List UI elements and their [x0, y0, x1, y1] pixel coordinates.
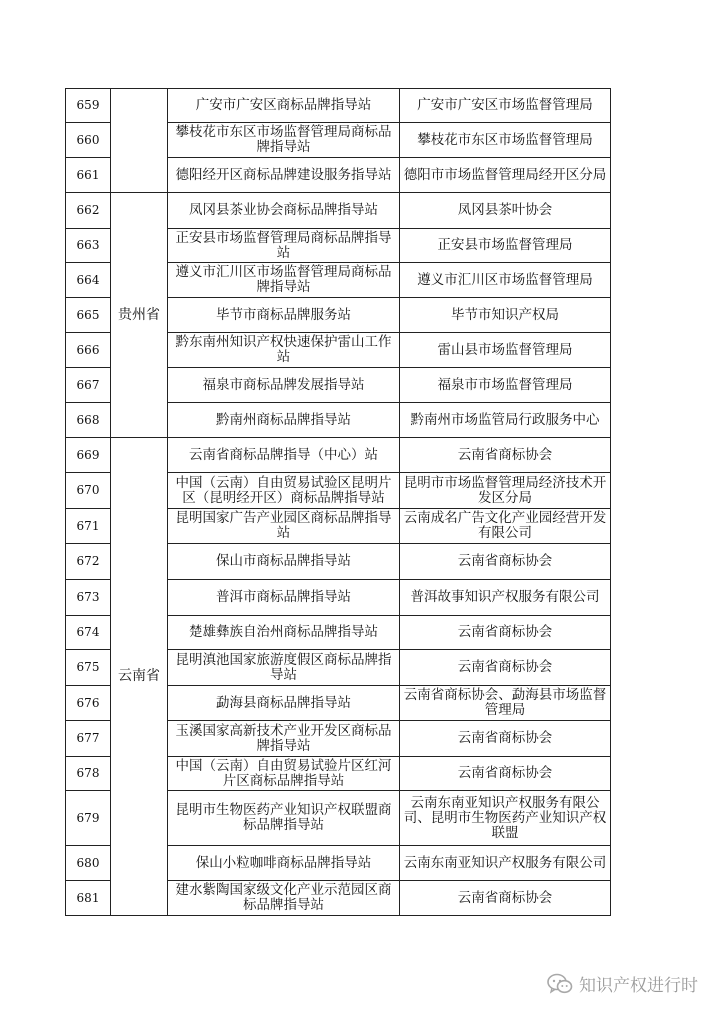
station-name: 中国（云南）自由贸易试验片区红河片区商标品牌指导站: [168, 757, 400, 791]
watermark: [547, 971, 698, 996]
host-organization: 云南成名广告文化产业园经营开发有限公司: [400, 509, 611, 544]
row-number: 679: [66, 791, 111, 846]
host-organization: 云南省商标协会: [400, 438, 611, 473]
host-organization: 云南省商标协会: [400, 721, 611, 757]
station-name: 中国（云南）自由贸易试验区昆明片区（昆明经开区）商标品牌指导站: [168, 473, 400, 509]
row-number: 670: [66, 473, 111, 509]
station-name: 保山小粒咖啡商标品牌指导站: [168, 846, 400, 881]
row-number: 661: [66, 158, 111, 193]
station-name: 建水紫陶国家级文化产业示范园区商标品牌指导站: [168, 881, 400, 916]
station-name: 黔南州商标品牌指导站: [168, 403, 400, 438]
table-body: [66, 89, 611, 916]
host-organization: 云南省商标协会: [400, 757, 611, 791]
station-name: 昆明市生物医药产业知识产权联盟商标品牌指导站: [168, 791, 400, 846]
table-row: [66, 89, 611, 123]
row-number: 666: [66, 333, 111, 368]
station-name: 勐海县商标品牌指导站: [168, 686, 400, 721]
station-name: 云南省商标品牌指导（中心）站: [168, 438, 400, 473]
row-number: 671: [66, 509, 111, 544]
watermark-text: 知识产权进行时: [579, 976, 698, 996]
station-name: 广安市广安区商标品牌指导站: [168, 89, 400, 123]
host-organization: 德阳市市场监督管理局经开区分局: [400, 158, 611, 193]
table-row: [66, 193, 611, 229]
host-organization: 云南省商标协会: [400, 650, 611, 686]
host-organization: 雷山县市场监督管理局: [400, 333, 611, 368]
row-number: 667: [66, 368, 111, 403]
registry-table: [65, 88, 611, 916]
station-name: 遵义市汇川区市场监督管理局商标品牌指导站: [168, 263, 400, 298]
row-number: 662: [66, 193, 111, 229]
station-name: 正安县市场监督管理局商标品牌指导站: [168, 229, 400, 263]
station-name: 黔东南州知识产权快速保护雷山工作站: [168, 333, 400, 368]
station-name: 凤冈县茶业协会商标品牌指导站: [168, 193, 400, 229]
province-cell: [111, 89, 168, 193]
row-number: 668: [66, 403, 111, 438]
station-name: 玉溪国家高新技术产业开发区商标品牌指导站: [168, 721, 400, 757]
host-organization: 云南省商标协会: [400, 544, 611, 580]
row-number: 675: [66, 650, 111, 686]
wechat-icon: [547, 973, 573, 995]
row-number: 660: [66, 123, 111, 158]
row-number: 672: [66, 544, 111, 580]
station-name: 楚雄彝族自治州商标品牌指导站: [168, 616, 400, 650]
row-number: 673: [66, 580, 111, 616]
station-name: 毕节市商标品牌服务站: [168, 298, 400, 333]
station-name: 昆明国家广告产业园区商标品牌指导站: [168, 509, 400, 544]
row-number: 665: [66, 298, 111, 333]
host-organization: 广安市广安区市场监督管理局: [400, 89, 611, 123]
host-organization: 福泉市市场监督管理局: [400, 368, 611, 403]
host-organization: 云南省商标协会: [400, 881, 611, 916]
province-cell: 贵州省: [111, 193, 168, 438]
row-number: 680: [66, 846, 111, 881]
row-number: 677: [66, 721, 111, 757]
row-number: 659: [66, 89, 111, 123]
row-number: 669: [66, 438, 111, 473]
host-organization: 毕节市知识产权局: [400, 298, 611, 333]
row-number: 678: [66, 757, 111, 791]
host-organization: 遵义市汇川区市场监督管理局: [400, 263, 611, 298]
province-cell: 云南省: [111, 438, 168, 916]
row-number: 663: [66, 229, 111, 263]
row-number: 676: [66, 686, 111, 721]
station-name: 福泉市商标品牌发展指导站: [168, 368, 400, 403]
host-organization: 云南东南亚知识产权服务有限公司: [400, 846, 611, 881]
host-organization: 云南省商标协会: [400, 616, 611, 650]
station-name: 普洱市商标品牌指导站: [168, 580, 400, 616]
station-name: 昆明滇池国家旅游度假区商标品牌指导站: [168, 650, 400, 686]
host-organization: 正安县市场监督管理局: [400, 229, 611, 263]
host-organization: 凤冈县茶叶协会: [400, 193, 611, 229]
host-organization: 昆明市市场监督管理局经济技术开发区分局: [400, 473, 611, 509]
table-row: [66, 438, 611, 473]
row-number: 681: [66, 881, 111, 916]
station-name: 攀枝花市东区市场监督管理局商标品牌指导站: [168, 123, 400, 158]
host-organization: 云南东南亚知识产权服务有限公司、昆明市生物医药产业知识产权联盟: [400, 791, 611, 846]
station-name: 保山市商标品牌指导站: [168, 544, 400, 580]
row-number: 674: [66, 616, 111, 650]
host-organization: 黔南州市场监管局行政服务中心: [400, 403, 611, 438]
host-organization: 普洱故事知识产权服务有限公司: [400, 580, 611, 616]
host-organization: 攀枝花市东区市场监督管理局: [400, 123, 611, 158]
row-number: 664: [66, 263, 111, 298]
host-organization: 云南省商标协会、勐海县市场监督管理局: [400, 686, 611, 721]
station-name: 德阳经开区商标品牌建设服务指导站: [168, 158, 400, 193]
